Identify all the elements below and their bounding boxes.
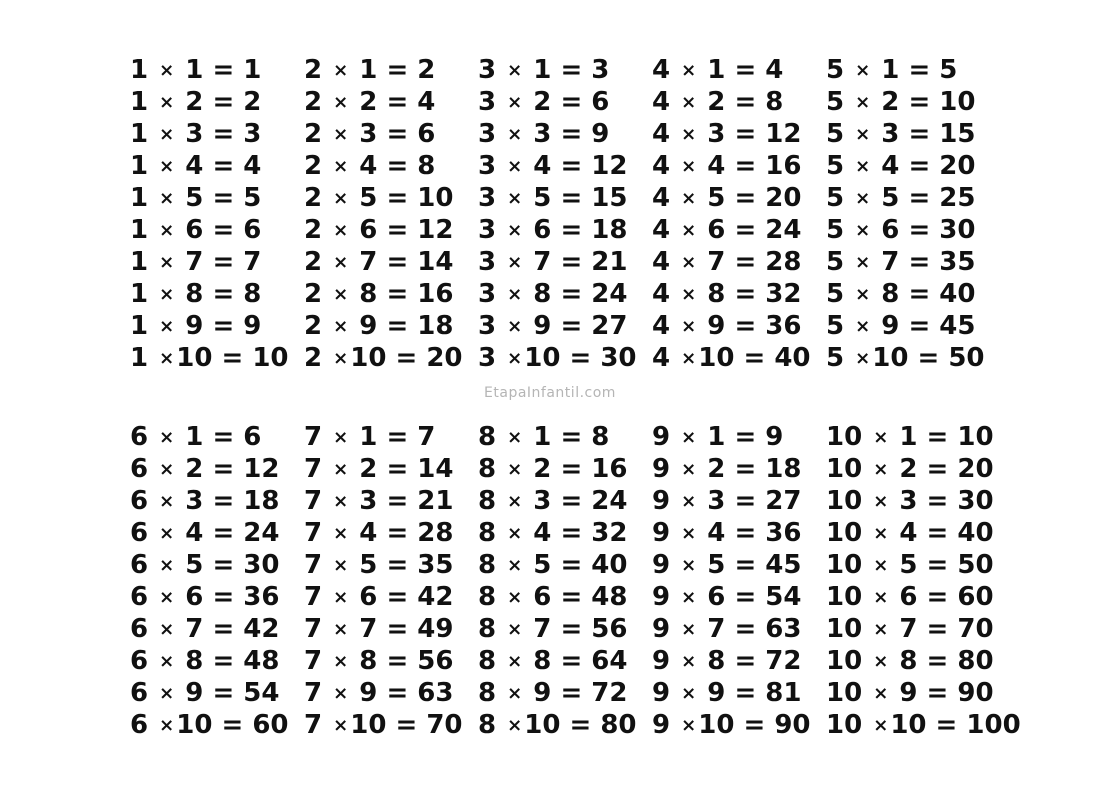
equation-row: 5 × 9 = 45 (826, 311, 976, 341)
table-column (130, 421, 304, 741)
equation-row: 7 × 3 = 21 (304, 486, 454, 516)
equation-row: 9 × 4 = 36 (652, 518, 802, 548)
equation-row: 2 × 4 = 8 (304, 151, 436, 181)
equation-row: 1 × 8 = 8 (130, 279, 262, 309)
equation-row: 7 ×10 = 70 (304, 710, 463, 740)
equation-row: 5 × 5 = 25 (826, 183, 976, 213)
equation-row: 5 × 8 = 40 (826, 279, 976, 309)
equation-row: 2 × 8 = 16 (304, 279, 454, 309)
equation-row: 3 × 7 = 21 (478, 247, 628, 277)
equation-row: 7 × 7 = 49 (304, 614, 454, 644)
equation-row: 6 × 8 = 48 (130, 646, 280, 676)
equation-row: 2 × 9 = 18 (304, 311, 454, 341)
equation-row: 7 × 8 = 56 (304, 646, 454, 676)
equation-row: 7 × 4 = 28 (304, 518, 454, 548)
equation-row: 1 × 3 = 3 (130, 119, 262, 149)
equation-row: 1 × 5 = 5 (130, 183, 262, 213)
equation-row: 9 × 2 = 18 (652, 454, 802, 484)
equation-row: 9 × 6 = 54 (652, 582, 802, 612)
table-column (478, 421, 652, 741)
equation-row: 7 × 1 = 7 (304, 422, 436, 452)
equation-row: 4 ×10 = 40 (652, 343, 811, 373)
equation-row: 4 × 9 = 36 (652, 311, 802, 341)
equation-row: 9 ×10 = 90 (652, 710, 811, 740)
equation-row: 9 × 3 = 27 (652, 486, 802, 516)
equation-row: 1 × 9 = 9 (130, 311, 262, 341)
table-column (652, 421, 826, 741)
equation-row: 8 × 2 = 16 (478, 454, 628, 484)
equation-row: 2 × 3 = 6 (304, 119, 436, 149)
table-column (826, 54, 1000, 374)
equation-row: 7 × 2 = 14 (304, 454, 454, 484)
equation-row: 6 × 4 = 24 (130, 518, 280, 548)
equation-row: 9 × 5 = 45 (652, 550, 802, 580)
equation-row: 5 × 1 = 5 (826, 55, 958, 85)
equation-row: 3 × 1 = 3 (478, 55, 610, 85)
equation-row: 3 × 6 = 18 (478, 215, 628, 245)
equation-row: 2 × 2 = 4 (304, 87, 436, 117)
table-column (304, 54, 478, 374)
equation-row: 1 × 6 = 6 (130, 215, 262, 245)
equation-row: 4 × 8 = 32 (652, 279, 802, 309)
equation-row: 1 ×10 = 10 (130, 343, 289, 373)
equation-row: 2 × 1 = 2 (304, 55, 436, 85)
equation-row: 10 × 1 = 10 (826, 422, 994, 452)
equation-row: 6 ×10 = 60 (130, 710, 289, 740)
equation-row: 7 × 6 = 42 (304, 582, 454, 612)
equation-row: 7 × 9 = 63 (304, 678, 454, 708)
equation-row: 2 ×10 = 20 (304, 343, 463, 373)
equation-row: 1 × 7 = 7 (130, 247, 262, 277)
equation-row: 4 × 3 = 12 (652, 119, 802, 149)
table-column (478, 54, 652, 374)
equation-row: 4 × 6 = 24 (652, 215, 802, 245)
equation-row: 8 × 6 = 48 (478, 582, 628, 612)
equation-row: 9 × 9 = 81 (652, 678, 802, 708)
equation-row: 10 × 5 = 50 (826, 550, 994, 580)
equation-row: 3 × 2 = 6 (478, 87, 610, 117)
equation-row: 3 ×10 = 30 (478, 343, 637, 373)
equation-row: 10 × 4 = 40 (826, 518, 994, 548)
equation-row: 8 × 1 = 8 (478, 422, 610, 452)
equation-row: 5 ×10 = 50 (826, 343, 985, 373)
equation-row: 4 × 1 = 4 (652, 55, 784, 85)
equation-row: 1 × 4 = 4 (130, 151, 262, 181)
equation-row: 3 × 3 = 9 (478, 119, 610, 149)
tables-bottom-block (130, 421, 1021, 741)
equation-row: 4 × 7 = 28 (652, 247, 802, 277)
equation-row: 9 × 7 = 63 (652, 614, 802, 644)
equation-row: 8 × 3 = 24 (478, 486, 628, 516)
equation-row: 6 × 9 = 54 (130, 678, 280, 708)
equation-row: 1 × 2 = 2 (130, 87, 262, 117)
equation-row: 10 ×10 = 100 (826, 710, 1021, 740)
equation-row: 2 × 7 = 14 (304, 247, 454, 277)
equation-row: 5 × 7 = 35 (826, 247, 976, 277)
equation-row: 3 × 8 = 24 (478, 279, 628, 309)
equation-row: 4 × 4 = 16 (652, 151, 802, 181)
equation-row: 10 × 9 = 90 (826, 678, 994, 708)
equation-row: 10 × 8 = 80 (826, 646, 994, 676)
equation-row: 4 × 5 = 20 (652, 183, 802, 213)
equation-row: 8 × 5 = 40 (478, 550, 628, 580)
equation-row: 6 × 3 = 18 (130, 486, 280, 516)
equation-row: 2 × 5 = 10 (304, 183, 454, 213)
equation-row: 8 × 7 = 56 (478, 614, 628, 644)
equation-row: 5 × 3 = 15 (826, 119, 976, 149)
equation-row: 3 × 9 = 27 (478, 311, 628, 341)
equation-row: 8 × 4 = 32 (478, 518, 628, 548)
equation-row: 3 × 5 = 15 (478, 183, 628, 213)
table-column (130, 54, 304, 374)
equation-row: 8 × 8 = 64 (478, 646, 628, 676)
equation-row: 6 × 2 = 12 (130, 454, 280, 484)
tables-top-block (130, 54, 1010, 374)
equation-row: 8 ×10 = 80 (478, 710, 637, 740)
equation-row: 10 × 7 = 70 (826, 614, 994, 644)
equation-row: 4 × 2 = 8 (652, 87, 784, 117)
table-column (652, 54, 826, 374)
equation-row: 2 × 6 = 12 (304, 215, 454, 245)
watermark: EtapaInfantil.com (484, 385, 616, 401)
equation-row: 9 × 8 = 72 (652, 646, 802, 676)
equation-row: 8 × 9 = 72 (478, 678, 628, 708)
equation-row: 7 × 5 = 35 (304, 550, 454, 580)
equation-row: 10 × 6 = 60 (826, 582, 994, 612)
equation-row: 10 × 3 = 30 (826, 486, 994, 516)
equation-row: 6 × 1 = 6 (130, 422, 262, 452)
equation-row: 6 × 7 = 42 (130, 614, 280, 644)
equation-row: 1 × 1 = 1 (130, 55, 262, 85)
table-column (304, 421, 478, 741)
equation-row: 6 × 6 = 36 (130, 582, 280, 612)
equation-row: 5 × 4 = 20 (826, 151, 976, 181)
equation-row: 10 × 2 = 20 (826, 454, 994, 484)
equation-row: 3 × 4 = 12 (478, 151, 628, 181)
equation-row: 5 × 6 = 30 (826, 215, 976, 245)
equation-row: 6 × 5 = 30 (130, 550, 280, 580)
equation-row: 5 × 2 = 10 (826, 87, 976, 117)
table-column (826, 421, 1021, 741)
equation-row: 9 × 1 = 9 (652, 422, 784, 452)
